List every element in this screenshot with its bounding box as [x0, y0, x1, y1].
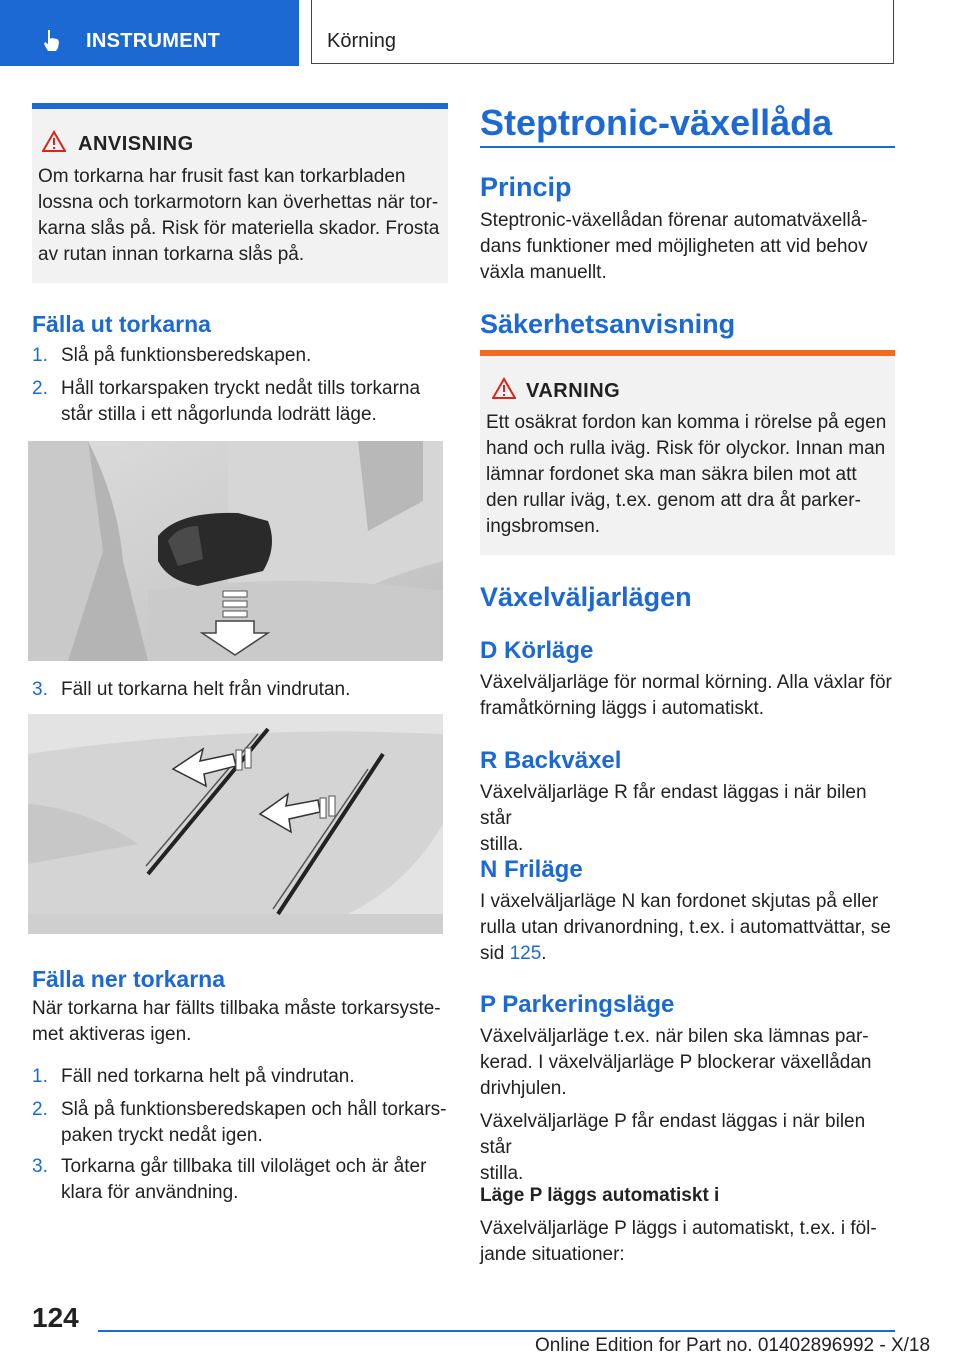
section-label: INSTRUMENT	[86, 30, 221, 52]
auto-p-heading: Läge P läggs automatiskt i	[480, 1185, 720, 1206]
section-tab	[0, 0, 299, 66]
mode-p-heading: P Parkeringsläge	[480, 991, 675, 1018]
warning-line: hand och rulla iväg. Risk för olyckor. Innan man	[486, 438, 886, 459]
warning-line: ingsbromsen.	[486, 516, 601, 537]
notice-box	[32, 103, 448, 283]
fold-out-heading: Fälla ut torkarna	[32, 311, 211, 337]
mode-n-text	[480, 889, 895, 967]
chapter-label: Körning	[327, 30, 396, 52]
mode-line: drivhjulen.	[480, 1078, 567, 1099]
step-line: klara för användning.	[61, 1182, 239, 1203]
step-number: 1.	[32, 345, 48, 366]
notice-line: lossna och torkarmotorn kan överhettas när tor-	[38, 192, 439, 213]
mode-line: rulla utan drivanordning, t.ex. i automattvättar, se	[480, 917, 891, 938]
safety-heading: Säkerhetsanvisning	[480, 309, 736, 339]
mode-line: I växelväljarläge N kan fordonet skjutas på eller	[480, 891, 879, 912]
warning-title: VARNING	[526, 380, 621, 402]
mode-line: kerad. I växelväljarläge P blockerar växellådan	[480, 1052, 872, 1073]
mode-line	[480, 941, 895, 967]
step-text	[61, 1154, 426, 1206]
mode-p-text	[480, 1024, 895, 1102]
notice-line: Om torkarna har frusit fast kan torkarbladen	[38, 166, 406, 187]
step-number: 3.	[32, 679, 48, 700]
mode-p-text-2	[480, 1109, 895, 1187]
warning-triangle-icon	[42, 130, 66, 152]
step-number: 1.	[32, 1066, 48, 1087]
auto-p-text	[480, 1216, 895, 1268]
modes-heading: Växelväljarlägen	[480, 582, 692, 612]
step-line: paken tryckt nedåt igen.	[61, 1125, 263, 1146]
mode-line: Växelväljarläge för normal körning. Alla växlar för	[480, 672, 892, 693]
footer-rule	[98, 1330, 895, 1332]
step-number: 2.	[32, 1099, 48, 1120]
auto-p-line: Växelväljarläge P läggs i automatiskt, t.ex. i föl-	[480, 1218, 877, 1239]
step-line: Torkarna går tillbaka till viloläget och är åter	[61, 1156, 427, 1177]
mode-r-text	[480, 780, 895, 858]
step-text: Fäll ut torkarna helt från vindrutan.	[61, 679, 351, 700]
mode-r-heading: R Backväxel	[480, 747, 622, 774]
warning-bar	[480, 350, 895, 356]
mode-line: Växelväljarläge t.ex. när bilen ska lämnas par-	[480, 1026, 869, 1047]
notice-line: karna slås på. Risk för materiella skador. Frosta	[38, 218, 440, 239]
page-title: Steptronic-växellåda	[480, 102, 833, 143]
principle-line: växla manuellt.	[480, 262, 607, 283]
warning-text	[486, 410, 887, 540]
mode-n-heading: N Friläge	[480, 856, 583, 883]
notice-text	[38, 164, 440, 268]
mode-d-heading: D Körläge	[480, 637, 594, 664]
step-text: Fäll ned torkarna helt på vindrutan.	[61, 1066, 355, 1087]
wiper-stalk-image	[28, 441, 443, 661]
step-line: Håll torkarspaken tryckt nedåt tills torkarna	[61, 378, 421, 399]
warning-box	[480, 350, 895, 555]
step-line: står stilla i ett någorlunda lodrätt läge.	[61, 404, 377, 425]
edition-text: Online Edition for Part no. 01402896992 - X/18	[535, 1335, 931, 1356]
mode-line: Växelväljarläge P får endast läggas i när bilen står	[480, 1111, 866, 1158]
step-text	[61, 376, 420, 428]
intro-line: När torkarna har fällts tillbaka måste torkarsyste-	[32, 998, 441, 1019]
principle-line: Steptronic-växellådan förenar automatväxellå-	[480, 210, 868, 231]
step-line: Slå på funktionsberedskapen och håll torkars-	[61, 1099, 447, 1120]
chapter-header	[311, 0, 894, 64]
windshield-wipers-image	[28, 714, 443, 934]
warning-line: lämnar fordonet ska man säkra bilen mot att	[486, 464, 857, 485]
warning-line: Ett osäkrat fordon kan komma i rörelse på egen	[486, 412, 887, 433]
step-number: 3.	[32, 1156, 48, 1177]
step-text: Slå på funktionsberedskapen.	[61, 345, 312, 366]
notice-line: av rutan innan torkarna slås på.	[38, 244, 305, 265]
page-ref-prefix: sid	[480, 943, 510, 964]
title-rule	[480, 146, 895, 148]
fold-in-intro	[32, 996, 448, 1048]
page-ref-suffix: .	[541, 943, 547, 964]
notice-bar	[32, 103, 448, 109]
principle-text	[480, 208, 895, 286]
notice-title: ANVISNING	[78, 133, 194, 155]
fold-in-heading: Fälla ner torkarna	[32, 966, 226, 992]
warning-line: den rullar iväg, t.ex. genom att dra åt parker-	[486, 490, 861, 511]
page-link[interactable]: 125	[509, 943, 542, 964]
mode-line: stilla.	[480, 1163, 524, 1184]
hand-pointer-icon	[40, 28, 64, 52]
mode-line: Växelväljarläge R får endast läggas i när bilen står	[480, 782, 867, 829]
page-number: 124	[32, 1302, 79, 1333]
warning-triangle-icon	[492, 377, 516, 399]
step-number: 2.	[32, 378, 48, 399]
intro-line: met aktiveras igen.	[32, 1024, 192, 1045]
principle-heading: Princip	[480, 172, 572, 202]
mode-d-text	[480, 670, 895, 722]
mode-line: framåtkörning läggs i automatiskt.	[480, 698, 765, 719]
mode-line: stilla.	[480, 834, 524, 855]
principle-line: dans funktioner med möjligheten att vid behov	[480, 236, 868, 257]
auto-p-line: jande situationer:	[480, 1244, 625, 1265]
step-text	[61, 1097, 447, 1149]
